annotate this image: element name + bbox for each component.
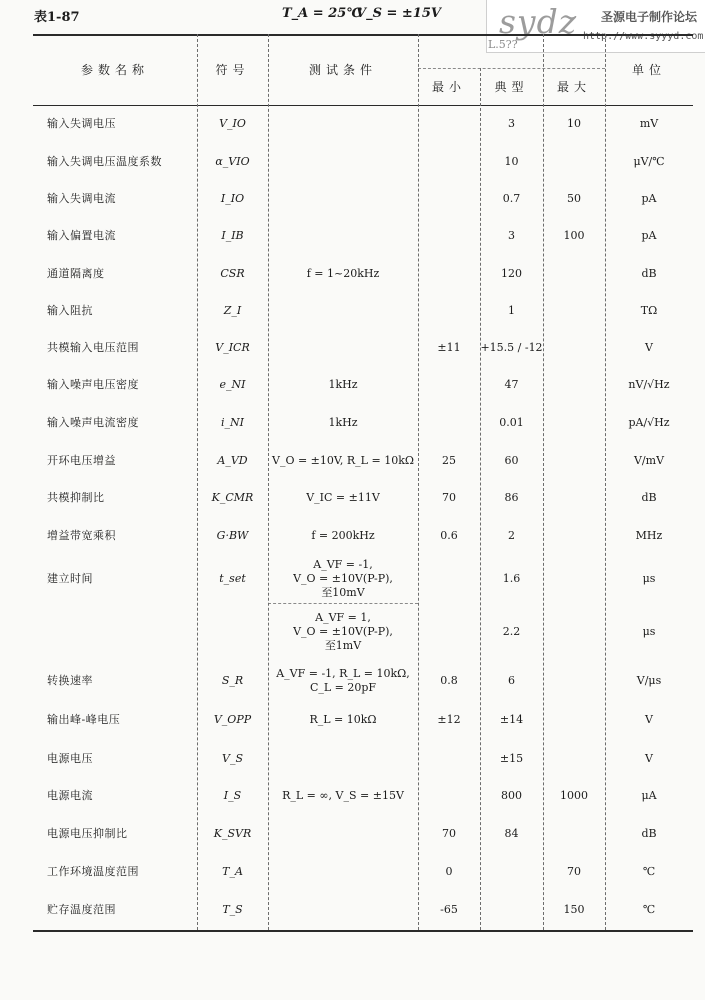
test-conditions: [268, 217, 418, 255]
param-symbol: e_NI: [219, 378, 246, 391]
condition-line: f = 200kHz: [311, 529, 375, 542]
column-header-param: 参数名称: [80, 62, 149, 77]
value-typ: 120: [501, 266, 522, 280]
param-symbol: S_R: [221, 673, 244, 687]
value-unit: MHz: [635, 529, 663, 542]
value-typ: 84: [504, 827, 519, 840]
value-unit: ℃: [642, 864, 656, 878]
param-symbol: I_IB: [221, 229, 244, 242]
value-typ: 800: [501, 789, 522, 802]
value-unit: dB: [641, 491, 657, 504]
value-unit: V/μs: [636, 673, 662, 687]
value-max: [543, 517, 605, 555]
value-min: [418, 603, 480, 661]
value-unit: V: [645, 751, 653, 765]
watermark-url: http://www.syyyd.com: [583, 31, 704, 42]
value-max: 1000: [560, 789, 588, 802]
test-conditions: [268, 661, 418, 700]
param-name: 建立时间: [47, 572, 93, 585]
value-max: 50: [567, 191, 581, 205]
value-max: 150: [563, 903, 585, 916]
param-symbol: V_IO: [219, 117, 246, 130]
value-min: ±11: [437, 340, 461, 354]
column-header-min: 最小: [431, 79, 466, 94]
value-min: 0: [445, 864, 453, 878]
value-typ: 60: [504, 453, 519, 467]
value-unit: ℃: [642, 903, 656, 916]
value-unit: pA: [641, 229, 657, 242]
condition-line: V_O = ±10V(P-P),: [293, 625, 393, 638]
condition-line: A_VF = -1,: [313, 558, 373, 571]
param-symbol: CSR: [220, 266, 245, 280]
param-name: 贮存温度范围: [47, 903, 116, 916]
condition-line: 至10mV: [321, 586, 365, 599]
param-name: 输入失调电流: [47, 191, 116, 205]
value-min: [418, 255, 480, 292]
param-name: 转换速率: [47, 673, 93, 687]
value-typ: [480, 853, 543, 890]
value-typ: 2: [508, 529, 515, 542]
param-name: 工作环境温度范围: [47, 864, 139, 878]
test-conditions: [268, 366, 418, 404]
condition-line: f = 1~20kHz: [306, 266, 380, 280]
value-min: 0.8: [440, 673, 458, 687]
value-unit: nV/√Hz: [628, 378, 670, 391]
param-name: [33, 603, 197, 661]
test-conditions: [268, 815, 418, 853]
value-max: 70: [567, 864, 581, 878]
test-conditions: [268, 143, 418, 180]
column-header-unit: 单位: [631, 62, 666, 77]
test-conditions: [268, 255, 418, 292]
value-typ: [480, 890, 543, 930]
value-max: [543, 479, 605, 517]
test-conditions: [268, 700, 418, 740]
value-max: [543, 255, 605, 292]
param-symbol: V_S: [222, 751, 243, 765]
value-min: [418, 217, 480, 255]
value-typ: ±14: [499, 713, 524, 726]
value-unit: V/mV: [633, 453, 665, 467]
value-min: ±12: [437, 713, 461, 726]
watermark-forum-name: 圣源电子制作论坛: [601, 10, 698, 24]
param-symbol: T_S: [222, 903, 243, 916]
condition-line: A_VF = -1, R_L = 10kΩ,: [276, 666, 410, 680]
test-conditions: [268, 442, 418, 479]
value-unit: TΩ: [640, 303, 658, 317]
condition-line: R_L = 10kΩ: [309, 713, 377, 726]
value-max: [543, 366, 605, 404]
param-name: 输入噪声电压密度: [47, 378, 139, 391]
column-header-group: L.5??: [488, 38, 518, 51]
condition-line: V_O = ±10V(P-P),: [293, 572, 393, 585]
value-unit: V: [645, 713, 653, 726]
param-symbol: V_OPP: [213, 713, 252, 726]
value-typ: 6: [508, 673, 515, 687]
condition-line: A_VF = 1,: [315, 611, 371, 624]
value-max: 10: [567, 117, 581, 130]
test-conditions: [268, 740, 418, 777]
value-unit: dB: [641, 266, 657, 280]
value-max: [543, 700, 605, 740]
value-typ: 0.01: [499, 416, 524, 429]
table-number: 表1-87: [34, 10, 80, 25]
value-min: 0.6: [440, 529, 458, 542]
value-unit: dB: [641, 827, 657, 840]
value-typ: 1.6: [502, 572, 521, 585]
param-symbol: [197, 603, 268, 661]
param-name: 电源电压: [47, 751, 93, 765]
test-conditions: [268, 555, 418, 603]
value-min: 70: [442, 491, 456, 504]
param-symbol: V_ICR: [215, 340, 250, 354]
param-name: 共模输入电压范围: [47, 340, 139, 354]
param-name: 输入噪声电流密度: [47, 416, 139, 429]
condition-line: V_IC = ±11V: [306, 491, 380, 504]
param-symbol: t_set: [219, 572, 246, 585]
value-max: [543, 404, 605, 442]
param-symbol: G·BW: [216, 529, 249, 542]
param-symbol: Z_I: [223, 303, 242, 317]
value-min: [418, 555, 480, 603]
param-name: 输出峰-峰电压: [47, 713, 121, 726]
value-typ: +15.5 / -12: [480, 340, 543, 354]
param-name: 输入失调电压温度系数: [47, 154, 162, 168]
value-min: 25: [442, 453, 456, 467]
test-conditions: [268, 853, 418, 890]
watermark-logo: sydz: [499, 2, 578, 41]
condition-line: 1kHz: [328, 378, 358, 391]
value-typ: ±15: [499, 751, 524, 765]
param-symbol: K_CMR: [211, 491, 254, 504]
test-conditions: [268, 890, 418, 930]
condition-line: V_O = ±10V, R_L = 10kΩ: [272, 453, 414, 467]
condition-line: 1kHz: [328, 416, 358, 429]
condition-ta: T_A = 25℃: [282, 6, 362, 21]
value-max: [543, 603, 605, 661]
condition-vs: V_S = ±15V: [356, 6, 441, 21]
value-max: [543, 442, 605, 479]
value-min: [418, 180, 480, 217]
value-unit: pA: [641, 191, 657, 205]
param-symbol: i_NI: [221, 416, 244, 429]
value-unit: mV: [639, 117, 659, 130]
value-typ: 0.7: [502, 191, 521, 205]
param-symbol: K_SVR: [213, 827, 252, 840]
value-typ: 2.2: [502, 625, 521, 638]
value-max: [543, 815, 605, 853]
param-name: 增益带宽乘积: [47, 529, 116, 542]
value-typ: 3: [508, 117, 515, 130]
value-min: [418, 404, 480, 442]
param-name: 开环电压增益: [47, 453, 116, 467]
test-conditions: [268, 603, 418, 661]
param-symbol: I_IO: [220, 191, 245, 205]
value-min: [418, 105, 480, 143]
test-conditions: [268, 517, 418, 555]
value-typ: 3: [508, 229, 515, 242]
column-header-conditions: 测试条件: [308, 62, 377, 77]
value-max: [543, 555, 605, 603]
param-symbol: α_VIO: [215, 154, 250, 168]
param-symbol: A_VD: [217, 453, 248, 467]
value-min: [418, 740, 480, 777]
value-min: [418, 777, 480, 815]
value-max: [543, 329, 605, 366]
param-name: 共模抑制比: [47, 491, 105, 504]
value-typ: 10: [504, 154, 519, 168]
value-unit: μs: [642, 572, 656, 585]
value-typ: 86: [504, 491, 519, 504]
value-min: [418, 143, 480, 180]
value-max: [543, 740, 605, 777]
column-header-typ: 典型: [494, 79, 529, 94]
value-unit: μs: [642, 625, 656, 638]
param-name: 输入偏置电流: [47, 229, 116, 242]
column-header-max: 最大: [556, 79, 591, 94]
test-conditions: [268, 329, 418, 366]
test-conditions: [268, 404, 418, 442]
value-typ: 47: [504, 378, 519, 391]
condition-line: 至1mV: [324, 639, 362, 652]
value-unit: μA: [641, 789, 657, 802]
value-min: [418, 292, 480, 329]
param-name: 电源电流: [47, 789, 93, 802]
condition-line: C_L = 20pF: [309, 680, 377, 694]
value-min: [418, 366, 480, 404]
value-unit: μV/℃: [633, 154, 665, 168]
param-name: 输入失调电压: [47, 117, 116, 130]
value-max: 100: [563, 229, 585, 242]
value-min: 70: [442, 827, 456, 840]
condition-line: R_L = ∞, V_S = ±15V: [282, 789, 404, 802]
value-unit: pA/√Hz: [628, 416, 670, 429]
test-conditions: [268, 180, 418, 217]
test-conditions: [268, 105, 418, 143]
param-symbol: I_S: [223, 789, 242, 802]
table-bottom-rule: [33, 930, 693, 932]
value-max: [543, 292, 605, 329]
param-name: 电源电压抑制比: [47, 827, 128, 840]
param-name: 通道隔离度: [47, 266, 105, 280]
value-unit: V: [645, 340, 653, 354]
value-max: [543, 661, 605, 700]
value-typ: 1: [508, 303, 515, 317]
value-max: [543, 143, 605, 180]
test-conditions: [268, 479, 418, 517]
param-name: 输入阻抗: [47, 303, 93, 317]
column-header-symbol: 符号: [215, 62, 250, 77]
param-symbol: T_A: [222, 864, 243, 878]
test-conditions: [268, 777, 418, 815]
test-conditions: [268, 292, 418, 329]
value-min: -65: [440, 903, 458, 916]
